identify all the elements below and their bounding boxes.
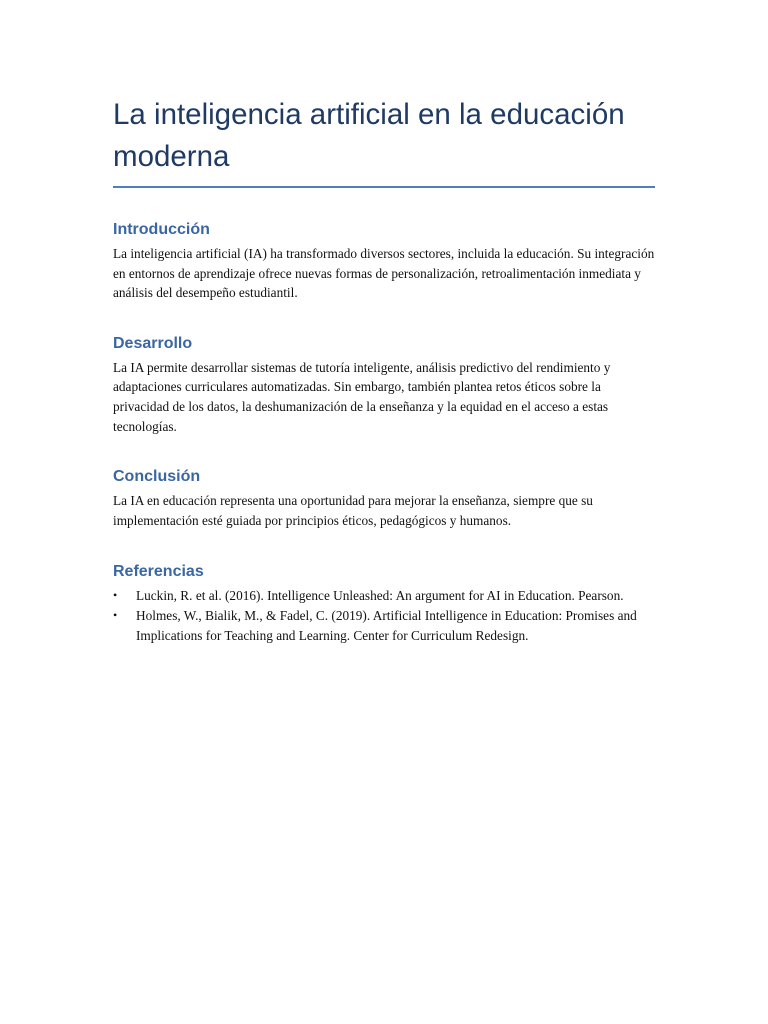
section-conclusion (113, 467, 655, 530)
reference-text: Luckin, R. et al. (2016). Intelligence Unleashed: An argument for AI in Education. Pearson. (136, 588, 624, 604)
bullet-icon: • (113, 607, 118, 622)
document-title: La inteligencia artificial en la educación moderna (113, 94, 655, 188)
section-desarrollo (113, 334, 655, 436)
reference-item (113, 606, 655, 645)
reference-text: Holmes, W., Bialik, M., & Fadel, C. (2019). Artificial Intelligence in Education: Promises and Implications for Teaching and Learning. Center for Curriculum Redesign. (136, 607, 637, 643)
section-heading: Introducción (113, 221, 210, 238)
section-introduccion (113, 220, 655, 303)
section-heading: Referencias (113, 563, 204, 581)
section-body: La IA permite desarrollar sistemas de tutoría inteligente, análisis predictivo del rendimiento y adaptaciones curriculares automatizadas. Sin embargo, también plantea retos éticos sobre la privacidad de los datos, la deshumanización de la enseñanza y la equidad en el acceso a estas tecnologías. (113, 359, 611, 434)
section-body: La IA en educación representa una oportunidad para mejorar la enseñanza, siempre que su implementación esté guiada por principios éticos, pedagógicos y humanos. (113, 493, 593, 528)
section-heading: Desarrollo (113, 334, 193, 352)
reference-item (113, 586, 655, 606)
section-body: La inteligencia artificial (IA) ha transformado diversos sectores, incluida la educación. Su integración en entornos de aprendizaje ofrece nuevas formas de personalización, retroalimentación inmediata y análisis del desempeño estudiantil. (113, 246, 655, 301)
bullet-icon: • (113, 588, 118, 603)
section-referencias (113, 562, 655, 645)
reference-list (113, 586, 655, 645)
document-page (113, 94, 655, 645)
section-heading: Conclusión (113, 468, 201, 486)
